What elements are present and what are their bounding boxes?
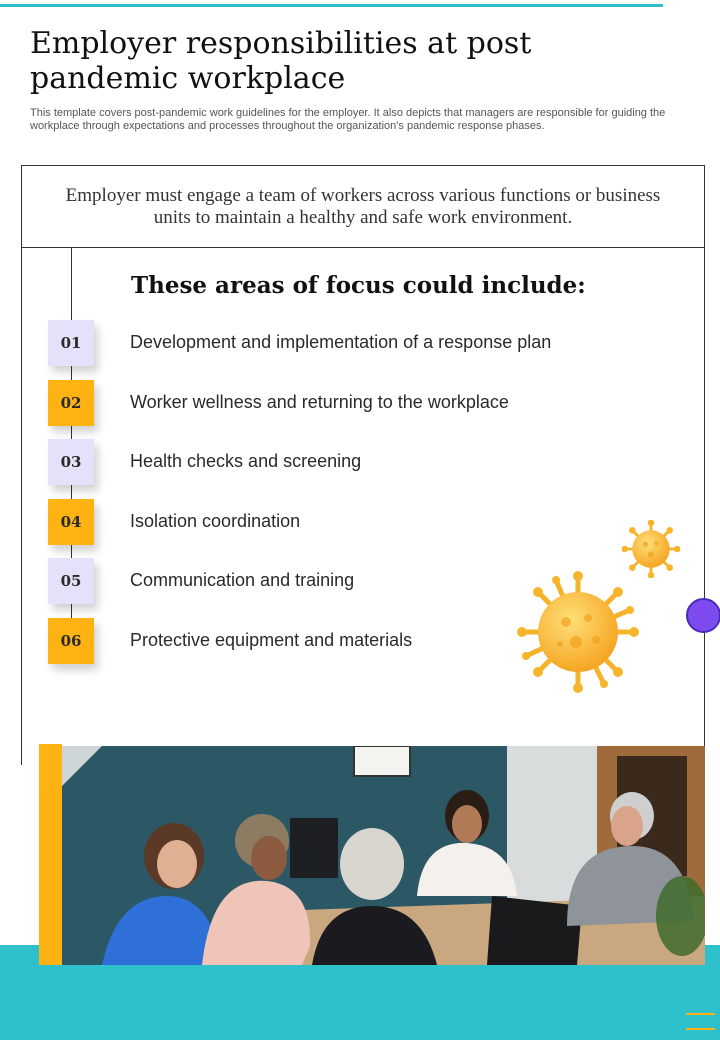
number-badge: 01 [48,320,94,366]
meeting-photo [62,746,705,965]
decorative-dash [686,1028,715,1030]
number-badge: 05 [48,558,94,604]
decorative-dash [686,1013,715,1015]
callout-box [21,165,705,248]
focus-item-label: Protective equipment and materials [130,630,413,650]
focus-item-label: Communication and training [130,570,355,590]
focus-item [48,320,608,366]
circle-icon [686,598,720,633]
number-badge: 06 [48,618,94,664]
page-subtitle: This template covers post-pandemic work guidelines for the employer. It also depicts that managers are responsible for guiding the workplace through expectations and processes throughout the organization's pandemic response phases. [30,107,666,132]
virus-icon [622,520,680,578]
focus-item [48,499,608,545]
focus-item [48,380,608,426]
number-badge: 04 [48,499,94,545]
page-title: Employer responsibilities at post pandemic workplace [30,26,532,96]
focus-item [48,439,608,485]
number-badge: 02 [48,380,94,426]
focus-item-label: Development and implementation of a response plan [130,332,552,352]
focus-item-label: Health checks and screening [130,451,362,471]
focus-heading: These areas of focus could include: [131,272,586,299]
accent-bar [39,744,62,965]
meeting-scene-illustration [62,746,705,965]
callout-text: Employer must engage a team of workers across various functions or business units to maintain a healthy and safe work environment. [65,184,661,228]
virus-icon [516,570,640,694]
focus-item-label: Isolation coordination [130,511,301,531]
top-accent-rule [0,4,663,7]
number-badge: 03 [48,439,94,485]
focus-item-label: Worker wellness and returning to the workplace [130,392,509,412]
